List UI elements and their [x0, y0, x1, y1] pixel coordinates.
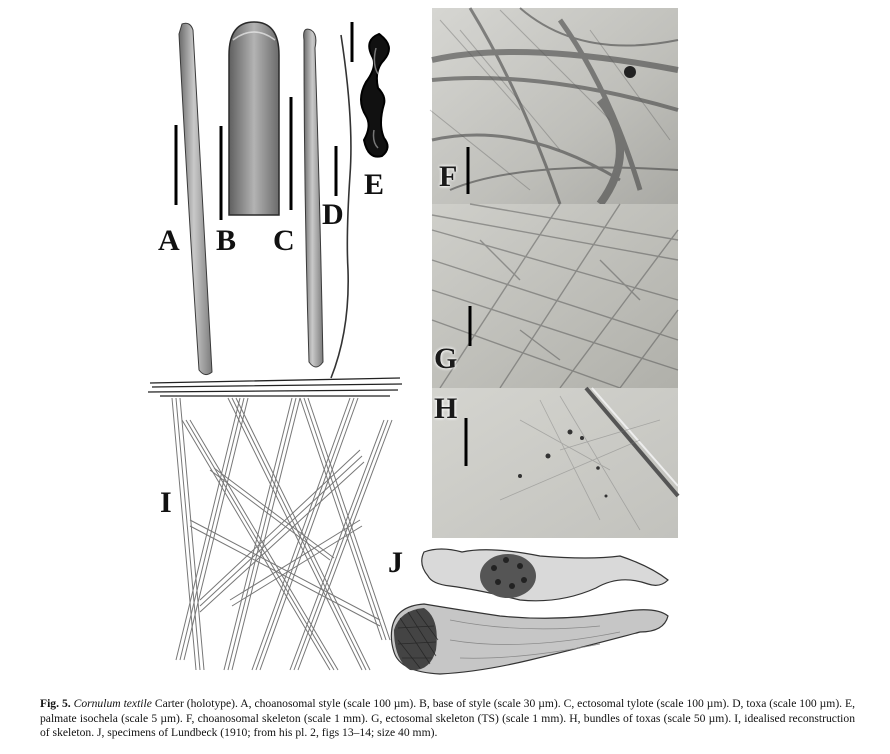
panel-label-j: J	[388, 546, 403, 579]
panel-label-c: C	[273, 224, 295, 257]
panel-label-b: B	[216, 224, 237, 257]
panel-label-f: F	[439, 160, 458, 193]
species-name: Cornulum textile	[73, 697, 152, 710]
panel-j-specimen-drawings	[391, 549, 668, 674]
panel-b-style-base-drawing	[221, 22, 279, 220]
panel-g-photo	[432, 204, 678, 388]
panel-label-h: H	[434, 392, 458, 425]
figure-caption	[40, 697, 855, 741]
panel-label-a: A	[158, 224, 180, 257]
panel-label-i: I	[160, 486, 172, 519]
panel-f-photo	[430, 8, 678, 204]
panel-i-skeleton-reconstruction	[148, 378, 402, 670]
figure-number: Fig. 5.	[40, 697, 71, 710]
panel-a-style-drawing	[176, 23, 212, 374]
caption-text: Carter (holotype). A, choanosomal style (scale 100 µm). B, base of style (scale 30 µm). C, ectosomal tylote (scale 100 µm). D, toxa (scale 100 µm). E, palmate isochela (scale 5 µm). F, choanosomal skeleton (scale 1 mm). G, ectosomal skeleton (TS) (scale 1 mm). H, bundles of toxas (scale 50 µm). I, idealised reconstruction of skeleton. J, specimens of Lundbeck (1910; from his pl. 2, figs 13–14; size 40 mm).	[40, 697, 856, 740]
panel-e-isochela-drawing	[352, 22, 389, 157]
panel-c-tylote-drawing	[291, 29, 323, 367]
panel-label-g: G	[434, 342, 458, 375]
panel-label-e: E	[364, 168, 385, 201]
panel-label-d: D	[322, 198, 344, 231]
panel-h-photo	[432, 388, 678, 538]
